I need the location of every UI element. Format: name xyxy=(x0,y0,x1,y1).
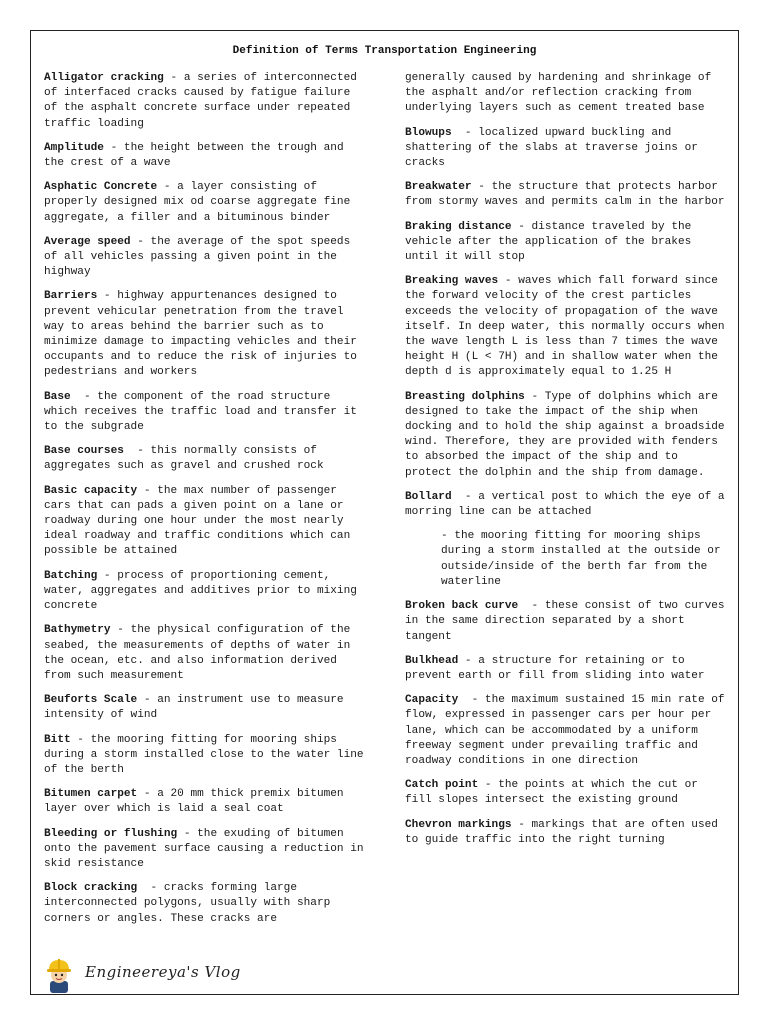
definition-term: Blowups xyxy=(405,126,452,139)
definition-term: Barriers xyxy=(44,290,98,303)
definition-separator: - xyxy=(110,624,131,637)
definition-entry xyxy=(405,599,727,645)
definition-entry xyxy=(405,654,727,684)
definition-text: the points at which the cut or fill slopes intersect the existing ground xyxy=(405,779,698,807)
definition-separator: - xyxy=(471,181,492,194)
definition-text: cracks forming large interconnected polygons, usually with sharp corners or angles. These cracks are xyxy=(44,882,331,925)
definition-text: the structure that protects harbor from stormy waves and permits calm in the harbor xyxy=(405,181,725,209)
definition-term: Bollard xyxy=(405,490,452,503)
definition-entry xyxy=(44,141,366,171)
definition-text: the max number of passenger cars that can pads a given point on a lane or roadway during one hour under the most nearly ideal roadway and traffic conditions which can possible be attained xyxy=(44,484,351,558)
definition-term: Breasting dolphins xyxy=(405,390,525,403)
definition-text: the exuding of bitumen onto the pavement surface causing a reduction in skid resistance xyxy=(44,827,364,870)
definition-separator: - xyxy=(163,72,184,84)
left-column xyxy=(44,71,366,936)
definition-separator: - xyxy=(137,788,158,801)
definition-entry xyxy=(44,693,366,723)
definition-entry xyxy=(44,484,366,560)
footer-brand xyxy=(39,953,299,993)
definition-separator: - xyxy=(137,882,164,895)
definition-separator: - xyxy=(511,220,532,233)
definition-text: the maximum sustained 15 min rate of flow, expressed in passenger cars per hour per lane, which can be accommodated by a uniform freeway segment under prevailing traffic and roadway conditions in one direction xyxy=(405,694,725,767)
definition-separator: - xyxy=(137,484,158,497)
definition-text: localized upward buckling and shattering of the slabs at traverse joins or cracks xyxy=(405,126,698,170)
definition-entry xyxy=(405,220,727,266)
definition-entry xyxy=(44,444,366,474)
definition-separator: - xyxy=(157,181,178,194)
definition-entry xyxy=(44,235,366,281)
definition-term: Alligator cracking xyxy=(44,72,164,84)
definition-term: Braking distance xyxy=(405,220,512,233)
definition-text: this normally consists of aggregates such as gravel and crushed rock xyxy=(44,445,324,473)
definition-separator: - xyxy=(524,390,545,403)
definition-text: the component of the road structure which receives the traffic load and transfer it to the subgrade xyxy=(44,390,357,434)
definition-text: process of proportioning cement, water, aggregates and additives prior to mixing concrete xyxy=(44,569,357,613)
definition-entry xyxy=(405,490,727,520)
definition-term: Amplitude xyxy=(44,141,104,154)
definition-term: Capacity xyxy=(405,694,459,707)
definition-term: Bulkhead xyxy=(405,654,459,667)
definition-text: a vertical post to which the eye of a morring line can be attached xyxy=(405,490,725,519)
definition-term: Chevron markings xyxy=(405,818,512,831)
definition-text: a structure for retaining or to prevent earth or fill from sliding into water xyxy=(405,654,705,682)
definition-text: these consist of two curves in the same direction separated by a short tangent xyxy=(405,600,725,643)
definition-text: the height between the trough and the crest of a wave xyxy=(44,141,344,170)
definition-entry xyxy=(405,126,727,172)
definition-entry xyxy=(44,881,366,927)
definition-term: Base courses xyxy=(44,445,124,458)
definition-separator: - xyxy=(478,779,499,792)
definition-term: Catch point xyxy=(405,779,479,792)
definition-term: Block cracking xyxy=(44,882,138,895)
definition-separator: - xyxy=(177,827,198,840)
definition-text: highway appurtenances designed to prevent vehicular penetration from the travel way to areas behind the barrier such as to minimize damage to impacting vehicles and their occupants and to reduce the risk of injuries to pedestrians and workers xyxy=(44,290,357,379)
definition-separator: - xyxy=(511,818,532,831)
definition-term: Bathymetry xyxy=(44,624,111,637)
definition-entry xyxy=(405,180,727,210)
definition-term: Bleeding or flushing xyxy=(44,827,178,840)
definition-separator: - xyxy=(123,445,151,458)
definition-entry xyxy=(44,827,366,873)
definition-term: Bitumen carpet xyxy=(44,788,138,801)
definition-separator: - xyxy=(97,569,118,582)
definition-separator: - xyxy=(70,733,91,746)
definition-text: an instrument use to measure intensity of wind xyxy=(44,694,344,722)
definition-term: Bitt xyxy=(44,733,71,746)
definition-entry xyxy=(405,71,727,117)
definition-entry xyxy=(44,733,366,779)
definition-entry xyxy=(44,787,366,817)
document-page xyxy=(30,30,739,995)
definition-term: Batching xyxy=(44,569,98,582)
definition-separator: - xyxy=(137,694,158,707)
definition-entry xyxy=(44,623,366,684)
definition-term: Breaking waves xyxy=(405,275,499,288)
definition-term: Broken back curve xyxy=(405,600,519,613)
definition-text: generally caused by hardening and shrinkage of the asphalt and/or reflection cracking from underlying layers such as cement treated base xyxy=(405,72,712,115)
definition-text: a layer consisting of properly designed mix od coarse aggregate fine aggregate, a filler and a bituminous binder xyxy=(44,181,351,224)
definition-entry xyxy=(44,71,366,132)
brand-signature: Engineereya's Vlog xyxy=(85,963,241,981)
definition-separator: - xyxy=(130,235,151,248)
definition-text: the physical configuration of the seabed, the measurements of depths of water in the ocean, etc. and also information derived from such measurement xyxy=(44,624,351,682)
definition-term: Base xyxy=(44,390,71,403)
definition-term: Beuforts Scale xyxy=(44,694,138,707)
definition-entry xyxy=(44,289,366,380)
definition-separator: - xyxy=(518,600,545,613)
definition-entry xyxy=(44,390,366,436)
definition-term: Average speed xyxy=(44,235,131,248)
definition-text: markings that are often used to guide traffic into the right turning xyxy=(405,818,718,846)
definition-entry xyxy=(405,693,727,769)
definition-separator: - xyxy=(97,290,118,303)
definition-term: Asphatic Concrete xyxy=(44,181,158,194)
definition-entry xyxy=(405,274,727,380)
definition-term: Basic capacity xyxy=(44,484,138,497)
definition-term: Breakwater xyxy=(405,181,472,194)
definition-separator: - xyxy=(458,694,485,707)
definition-separator: - xyxy=(70,390,98,403)
definition-entry xyxy=(405,778,727,808)
definition-text: - the mooring fitting for mooring ships during a storm installed at the outside or outside/inside of the berth far from the waterline xyxy=(441,530,721,588)
definition-entry xyxy=(44,180,366,226)
definition-text: the average of the spot speeds of all vehicles passing a given point in the highway xyxy=(44,235,351,279)
definition-entry xyxy=(405,818,727,848)
definition-entry xyxy=(405,390,727,481)
definition-separator: - xyxy=(498,275,519,288)
definition-text: a series of interconnected of interfaced cracks caused by fatigue failure of the asphalt concrete surface under repeated traffic loading xyxy=(44,72,357,130)
worker-hardhat-icon xyxy=(39,953,79,993)
definition-text: distance traveled by the vehicle after the application of the brakes until it will stop xyxy=(405,220,692,264)
definition-entry xyxy=(44,569,366,615)
definition-text: a 20 mm thick premix bitumen layer over which is laid a seal coat xyxy=(44,788,344,816)
definition-separator: - xyxy=(451,126,479,139)
definition-text: Type of dolphins which are designed to take the impact of the ship when docking and to hold the ship against a broadside wind. Therefore, they are provided with fenders to absorbed the impact of the ship and to protect the dolphin and the ship from damage. xyxy=(405,390,725,479)
definition-separator: - xyxy=(103,141,124,154)
right-column xyxy=(405,71,727,857)
definition-text: waves which fall forward since the forward velocity of the crest particles exceeds the velocity of propagation of the wave itself. In deep water, this normally occurs when the wave length L is less than 7 times the wave height H (L < 7H) and in shallow water when the depth d is approximately equal to 1.25 H xyxy=(405,275,725,379)
page-title: Definition of Terms Transportation Engineering xyxy=(232,45,537,57)
definition-text: the mooring fitting for mooring ships during a storm installed close to the water line of the berth xyxy=(44,733,364,776)
definition-separator: - xyxy=(451,490,479,503)
definition-separator: - xyxy=(458,654,479,667)
definition-entry xyxy=(405,529,727,590)
